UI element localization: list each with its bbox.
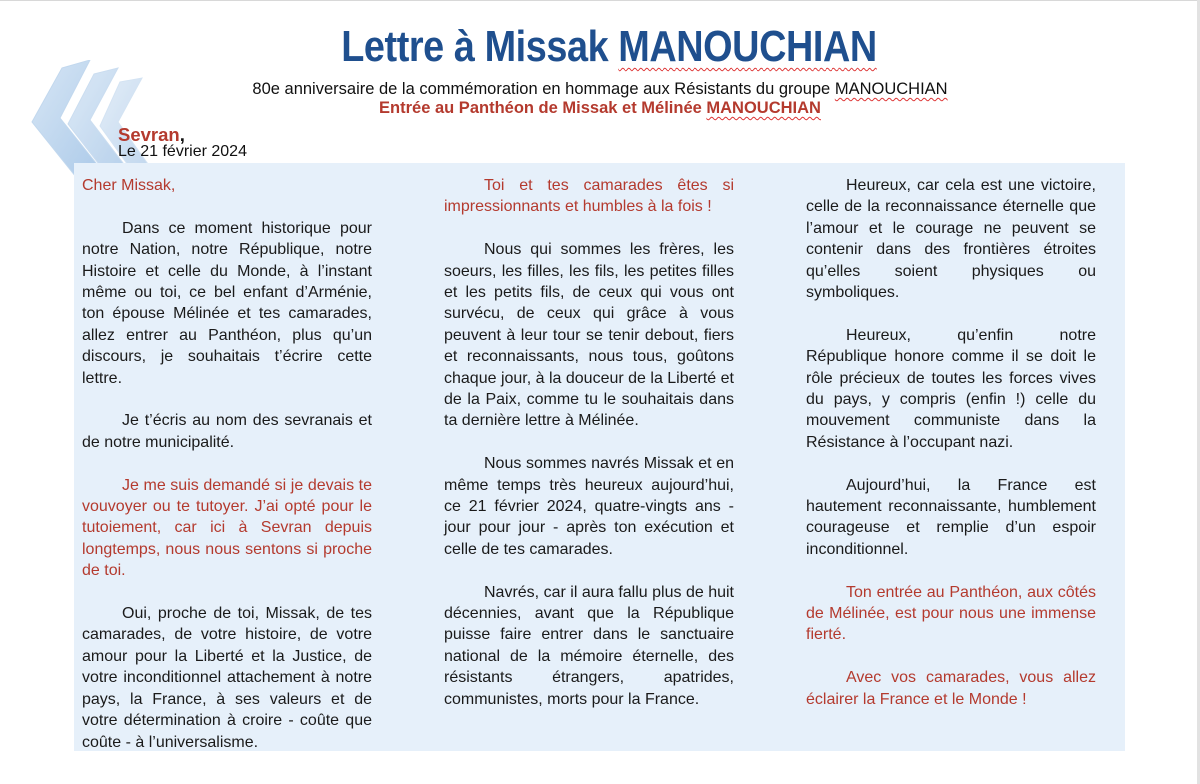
title-prefix: Lettre à Missak [341, 22, 619, 71]
letter-paragraph: Heureux, car cela est une victoire, celle de la reconnaissance éternelle que l’amour et le courage ne peuvent se contenir dans des frontières étroites qu’elles soient physiques ou symboliques. [806, 177, 1096, 302]
subtitle [0, 80, 1200, 99]
letter-column-2 [444, 175, 734, 732]
letter-paragraph: Aujourd’hui, la France est hautement reconnaissante, humblement courageuse et remplie d’un espoir inconditionnel. [806, 476, 1096, 558]
page-top-border [0, 0, 1200, 1]
letter-paragraph: Nous qui sommes les frères, les soeurs, les filles, les fils, les petites filles et les petits fils, de ceux qui vous ont survécu, de ceux qui grâce à vous peuvent à leur tour se tenir debout, fiers et reconnaissants, nous tous, goûtons chaque jour, à la douceur de la Liberté et de la Paix, comme tu le souhaitais dans ta dernière lettre à Mélinée. [444, 241, 734, 430]
letter-paragraph: Avec vos camarades, vous allez éclairer la France et le Monde ! [806, 669, 1096, 708]
letter-paragraph: Dans ce moment historique pour notre Nation, notre République, notre Histoire et celle du Monde, à l’instant même ou toi, ce bel enfant d’Arménie, ton épouse Mélinée et tes camarades, allez entrer au Panthéon, plus qu’un discours, je souhaitais t’écrire cette lettre. [82, 219, 372, 387]
subtitle2-text: Entrée au Panthéon de Missak et Mélinée [379, 99, 707, 117]
letter-paragraph: Je t’écris au nom des sevranais et de notre municipalité. [82, 412, 372, 451]
letter-paragraph: Nous sommes navrés Missak et en même temps très heureux aujourd’hui, ce 21 février 2024, quatre-vingts ans - jour pour jour - après ton exécution et celle de tes camarades. [444, 455, 734, 558]
title-surname: MANOUCHIAN [618, 22, 877, 71]
subtitle-pantheon [0, 99, 1200, 118]
letter-body-panel [74, 163, 1125, 751]
letter-date: Le 21 février 2024 [118, 143, 247, 160]
subtitle2-surname: MANOUCHIAN [706, 99, 821, 117]
letter-paragraph: Cher Missak, [82, 177, 176, 194]
letter-column-3 [806, 175, 1096, 731]
letter-paragraph: Ton entrée au Panthéon, aux côtés de Mélinée, est pour nous une immense fierté. [806, 583, 1096, 644]
letter-paragraph: Je me suis demandé si je devais te vouvoyer ou te tutoyer. J’ai opté pour le tutoiement, car ici à Sevran depuis longtemps, nous nous sentons si proche de toi. [82, 476, 372, 580]
place-comma: , [179, 124, 185, 145]
letter-paragraph: Heureux, qu’enfin notre République honore comme il se doit le rôle précieux de toutes les forces vives du pays, y compris (enfin !) celle du mouvement communiste dans la Résistance à l’occupant nazi. [806, 326, 1096, 451]
subtitle-text: 80e anniversaire de la commémoration en hommage aux Résistants du groupe [252, 80, 835, 98]
letter-paragraph: Navrés, car il aura fallu plus de huit décennies, avant que la République puisse faire entrer dans le sanctuaire national de la mémoire éternelle, des résistants étrangers, apatrides, communistes, morts pour la France. [444, 583, 734, 708]
letter-column-1 [82, 175, 372, 774]
letter-title [85, 22, 1132, 72]
letter-paragraph: Toi et tes camarades êtes si impressionnants et humbles à la fois ! [444, 177, 734, 216]
letter-paragraph: Oui, proche de toi, Missak, de tes camarades, de votre histoire, de votre amour pour la Liberté et la Justice, de votre inconditionnel attachement à notre pays, la France, à ses valeurs et de votre détermination à croire - coûte que coûte - à l’universalisme. [82, 605, 372, 751]
subtitle-surname: MANOUCHIAN [834, 80, 948, 98]
place-text: Sevran [118, 124, 180, 145]
